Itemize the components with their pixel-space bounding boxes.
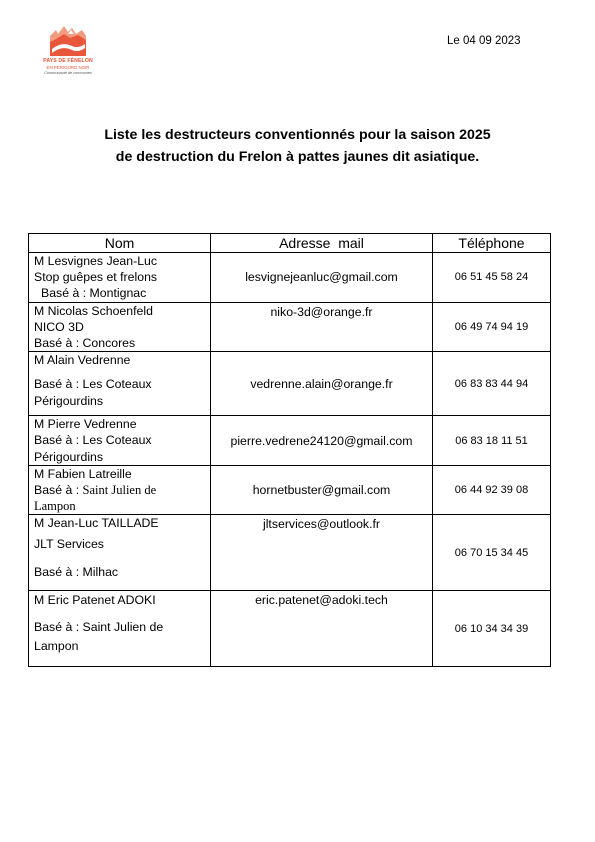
contact-base: Basé à : Saint Julien de xyxy=(34,620,164,635)
logo-text-line2: EN PÉRIGORD NOIR xyxy=(46,65,90,70)
document-date: Le 04 09 2023 xyxy=(447,35,521,47)
cell-tel: 06 51 45 58 24 xyxy=(433,253,551,303)
logo-text-line3: Communauté de communes xyxy=(44,71,92,75)
cell-nom xyxy=(29,465,211,515)
contact-base-cont: Périgourdins xyxy=(34,449,104,464)
cell-nom xyxy=(29,352,211,416)
cell-mail: pierre.vedrene24120@gmail.com xyxy=(211,416,433,466)
cell-nom xyxy=(29,515,211,591)
table-header-row xyxy=(29,234,551,253)
table-row xyxy=(29,302,551,352)
cell-tel: 06 70 15 34 45 xyxy=(433,515,551,591)
cell-tel: 06 44 92 39 08 xyxy=(433,465,551,515)
contact-base: Basé à : Concores xyxy=(34,336,136,351)
contact-base: Basé à : Les Coteaux xyxy=(34,433,152,448)
contact-name: M Jean-Luc TAILLADE xyxy=(34,516,159,531)
contact-base: Basé à : Milhac xyxy=(34,564,119,579)
cell-mail: hornetbuster@gmail.com xyxy=(211,465,433,515)
table-row xyxy=(29,352,551,416)
contact-name: M Pierre Vedrenne xyxy=(34,417,137,432)
cell-tel: 06 83 83 44 94 xyxy=(433,352,551,416)
cell-tel: 06 83 18 11 51 xyxy=(433,416,551,466)
logo-text-line1: PAYS DE FÉNELON xyxy=(43,58,93,64)
contact-company: JLT Services xyxy=(34,536,104,551)
contact-base-place: Saint Julien de xyxy=(82,483,157,498)
cell-mail: lesvignejeanluc@gmail.com xyxy=(211,253,433,303)
contact-name: M Nicolas Schoenfeld xyxy=(34,303,153,318)
contact-base-cont: Lampon xyxy=(34,639,79,654)
table-row xyxy=(29,465,551,515)
cell-tel: 06 10 34 34 39 xyxy=(433,591,551,667)
logo-emblem-icon xyxy=(38,22,98,58)
table-row xyxy=(29,591,551,667)
cell-mail: jltservices@outlook.fr xyxy=(211,515,433,591)
contact-base-cont: Périgourdins xyxy=(34,393,104,408)
cell-mail: eric.patenet@adoki.tech xyxy=(211,591,433,667)
table-row xyxy=(29,515,551,591)
contact-name: M Eric Patenet ADOKI xyxy=(34,593,156,608)
contact-company: NICO 3D xyxy=(34,319,84,334)
cell-mail: niko-3d@orange.fr xyxy=(211,302,433,352)
cell-mail: vedrenne.alain@orange.fr xyxy=(211,352,433,416)
cell-tel: 06 49 74 94 19 xyxy=(433,302,551,352)
pays-de-fenelon-logo xyxy=(38,22,98,84)
header-tel: Téléphone xyxy=(433,234,551,253)
contact-base: Basé à : Les Coteaux xyxy=(34,377,152,392)
contact-company: Stop guêpes et frelons xyxy=(34,270,158,285)
contact-name: M Fabien Latreille xyxy=(34,466,132,481)
header-nom: Nom xyxy=(29,234,211,253)
contact-base-cont: Lampon xyxy=(34,499,76,514)
contact-base: Basé à : Montignac xyxy=(41,286,147,301)
cell-nom xyxy=(29,416,211,466)
contact-name: M Lesvignes Jean-Luc xyxy=(34,254,158,268)
contact-base xyxy=(34,482,210,498)
cell-nom xyxy=(29,253,211,303)
table-row xyxy=(29,416,551,466)
contact-base-label: Basé à : xyxy=(34,483,83,498)
cell-nom xyxy=(29,591,211,667)
document-title xyxy=(0,124,595,168)
table-row xyxy=(29,253,551,303)
header-mail: Adresse mail xyxy=(211,234,433,253)
title-line-1: Liste les destructeurs conventionnés pour la saison 2025 xyxy=(104,127,491,143)
contact-name: M Alain Vedrenne xyxy=(34,353,131,368)
title-line-2: de destruction du Frelon à pattes jaunes dit asiatique. xyxy=(115,149,480,165)
cell-nom xyxy=(29,302,211,352)
destructors-table xyxy=(28,233,551,667)
